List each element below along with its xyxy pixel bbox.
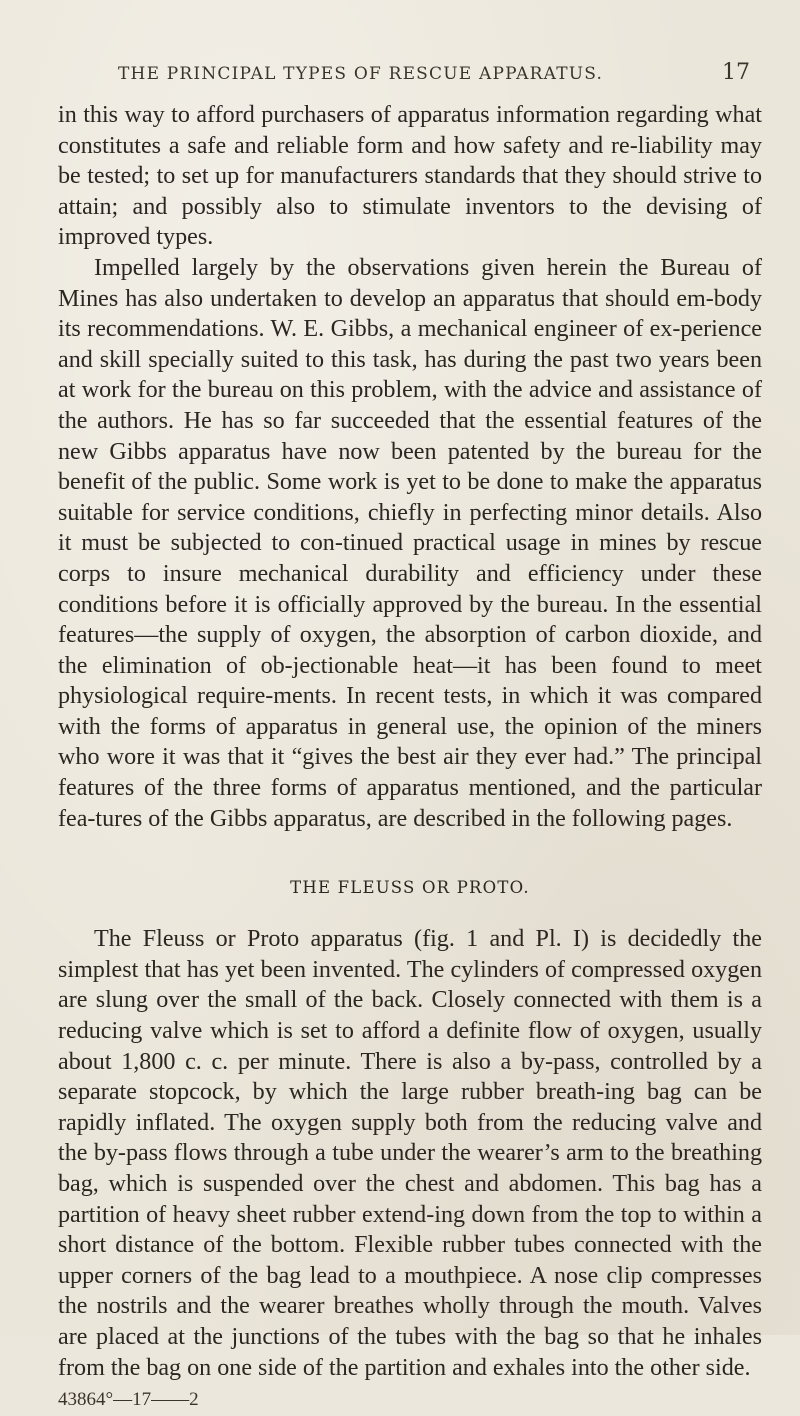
running-head-title: THE PRINCIPAL TYPES OF RESCUE APPARATUS.: [118, 64, 604, 84]
section-heading: THE FLEUSS OR PROTO.: [290, 878, 530, 898]
body-text: [58, 100, 762, 1416]
running-head: [118, 60, 750, 85]
paragraph-continued: in this way to afford purchasers of apparatus information regarding what constitutes a safe and reliable form and how safety and re-liability may be tested; to set up for manufacturers standards that they should strive to attain; and possibly also to stimulate inventors to the devising of improved types.: [58, 102, 762, 251]
page-number: 17: [722, 60, 750, 85]
paragraph-gibbs: Impelled largely by the observations given herein the Bureau of Mines has also undertaken to develop an apparatus that should em-body its recommendations. W. E. Gibbs, a mechanical engineer of ex-perience and skill specially suited to this task, has during the past two years been at work for the bureau on this problem, with the advice and assistance of the authors. He has so far succeeded that the essential features of the new Gibbs apparatus have now been patented by the bureau for the benefit of the public. Some work is yet to be done to make the apparatus suitable for service conditions, chiefly in perfecting minor details. Also it must be subjected to con-tinued practical usage in mines by rescue corps to insure mechanical durability and efficiency under these conditions before it is officially approved by the bureau. In the essential features—the supply of oxygen, the absorption of carbon dioxide, and the elimination of ob-jectionable heat—it has been found to meet physiological require-ments. In recent tests, in which it was compared with the forms of apparatus in general use, the opinion of the miners who wore it was that it “gives the best air they ever had.” The principal features of the three forms of apparatus mentioned, and the particular fea-tures of the Gibbs apparatus, are described in the following pages.: [58, 254, 762, 832]
printer-signature: 43864°—17——2: [58, 1389, 199, 1411]
paragraph-fleuss: The Fleuss or Proto apparatus (fig. 1 and Pl. I) is decidedly the simplest that has yet been invented. The cylinders of compressed oxygen are slung over the small of the back. Closely connected with them is a reducing valve which is set to afford a definite flow of oxygen, usually about 1,800 c. c. per minute. There is also a by-pass, controlled by a separate stopcock, by which the large rubber breath-ing bag can be rapidly inflated. The oxygen supply both from the reducing valve and the by-pass flows through a tube under the wearer’s arm to the breathing bag, which is suspended over the chest and abdomen. This bag has a partition of heavy sheet rubber extend-ing down from the top to within a short distance of the bottom. Flexible rubber tubes connected with the upper corners of the bag lead to a mouthpiece. A nose clip compresses the nostrils and the wearer breathes wholly through the mouth. Valves are placed at the junctions of the tubes with the bag so that he inhales from the bag on one side of the partition and exhales into the other side.: [58, 926, 762, 1381]
